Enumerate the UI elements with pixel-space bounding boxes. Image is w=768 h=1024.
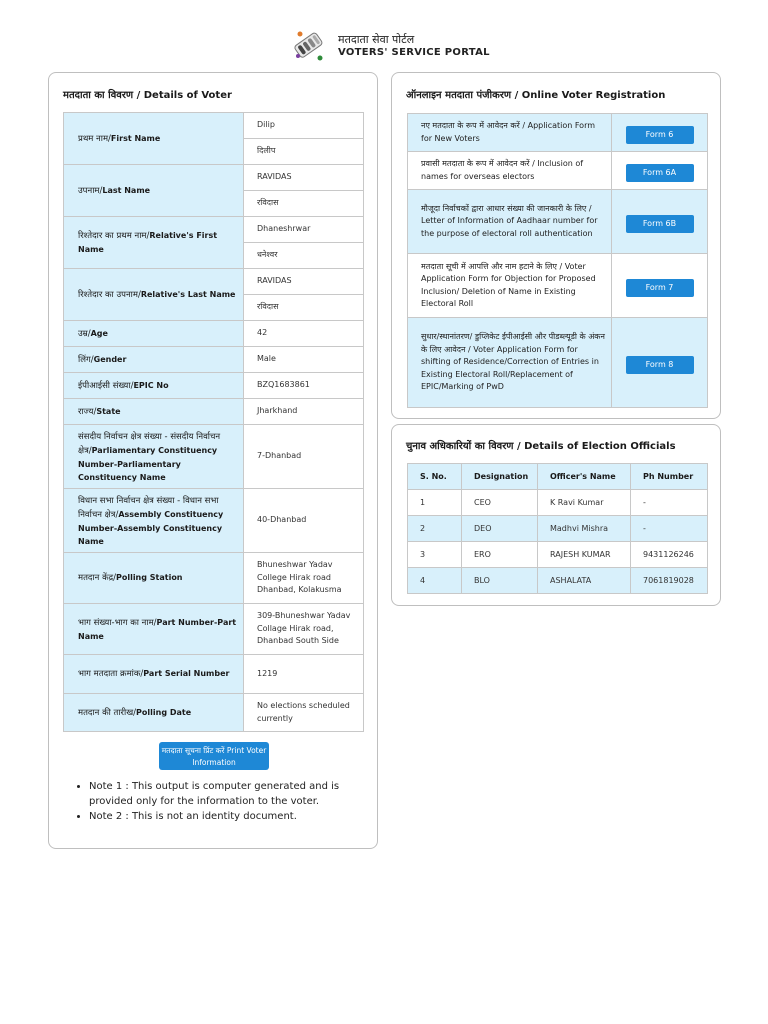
election-officials-title: चुनाव अधिकारियों का विवरण / Details of Election Officials [406,441,676,452]
label-last-name: उपनाम/Last Name [64,165,244,217]
table-row [408,490,708,516]
form-6-button[interactable]: Form 6 [626,126,694,144]
label-relative-last-name: रिश्तेदार का उपनाम/Relative's Last Name [64,269,244,321]
value-relative-first-name: Dhaneshrwar [244,217,364,243]
cell-phone: - [631,490,708,516]
portal-title-english: VOTERS' SERVICE PORTAL [338,46,490,58]
table-row [64,217,364,243]
table-header-row [408,464,708,490]
table-row [64,655,364,694]
label-polling-station: मतदान केंद्र/Polling Station [64,553,244,604]
table-row [408,516,708,542]
form-6b-description: मौजूदा निर्वाचकों द्वारा आधार संख्या की जानकारी के लिए / Letter of Information of Aadhaar number for the purpose of electoral roll authentication [408,190,612,254]
label-relative-first-name: रिश्तेदार का प्रथम नाम/Relative's First Name [64,217,244,269]
table-row [408,542,708,568]
table-row [64,604,364,655]
cell-officer-name: K Ravi Kumar [538,490,631,516]
table-row [408,568,708,594]
form-7-description: मतदाता सूची में आपत्ति और नाम हटाने के लिए / Voter Application Form for Objection for Proposed Inclusion/ Deletion of Name in Existing Electoral Roll [408,254,612,318]
voter-details-card [48,72,378,849]
table-row [64,399,364,425]
label-first-name: प्रथम नाम/First Name [64,113,244,165]
label-part-number: भाग संख्या-भाग का नाम/Part Number-Part Name [64,604,244,655]
form-6b-button[interactable]: Form 6B [626,215,694,233]
table-row [408,254,708,318]
cell-phone: 7061819028 [631,568,708,594]
form-7-button[interactable]: Form 7 [626,279,694,297]
table-row [64,269,364,295]
portal-header [290,28,490,64]
cell-officer-name: RAJESH KUMAR [538,542,631,568]
label-state: राज्य/State [64,399,244,425]
value-part-number: 309-Bhuneshwar Yadav Collage Hirak road, Dhanbad South Side [244,604,364,655]
value-relative-last-name-hindi: रविदास [244,295,364,321]
voter-details-title: मतदाता का विवरण / Details of Voter [63,90,232,101]
table-row [64,347,364,373]
cell-officer-name: ASHALATA [538,568,631,594]
value-relative-first-name-hindi: धनेश्वर [244,243,364,269]
cell-sno: 1 [408,490,462,516]
table-row [64,321,364,347]
table-row [64,165,364,191]
value-first-name-hindi: दिलीप [244,139,364,165]
label-assembly-constituency: विधान सभा निर्वाचन क्षेत्र संख्या - विधान सभा निर्वाचन क्षेत्र/Assembly Constituency Number-Assembly Constituency Name [64,489,244,553]
notes-list [89,779,369,824]
value-polling-station: Bhuneshwar Yadav College Hirak road Dhanbad, Kolakusma [244,553,364,604]
table-row [408,152,708,190]
value-gender: Male [244,347,364,373]
column-header-officer-name: Officer's Name [538,464,631,490]
value-state: Jharkhand [244,399,364,425]
registration-table [407,113,708,408]
voter-details-table [63,112,364,732]
form-6-description: नए मतदाता के रूप में आवेदन करें / Application Form for New Voters [408,114,612,152]
table-row [64,113,364,139]
label-part-serial-number: भाग मतदाता क्रमांक/Part Serial Number [64,655,244,694]
cell-sno: 3 [408,542,462,568]
note-item: • Note 2 : This is not an identity document. [89,809,369,824]
value-polling-date: No elections scheduled currently [244,694,364,732]
table-row [64,425,364,489]
value-part-serial-number: 1219 [244,655,364,694]
form-8-button[interactable]: Form 8 [626,356,694,374]
table-row [64,694,364,732]
voter-ink-finger-logo-icon [290,28,328,64]
cell-designation: CEO [462,490,538,516]
cell-officer-name: Madhvi Mishra [538,516,631,542]
election-officials-card [391,424,721,606]
online-registration-card [391,72,721,419]
online-registration-title: ऑनलाइन मतदाता पंजीकरण / Online Voter Registration [406,90,666,101]
note-item: • Note 1 : This output is computer generated and is provided only for the information to the voter. [89,779,369,809]
officials-table [407,463,708,594]
table-row [64,553,364,604]
form-6a-button[interactable]: Form 6A [626,164,694,182]
table-row [408,318,708,408]
cell-phone: 9431126246 [631,542,708,568]
cell-sno: 4 [408,568,462,594]
table-row [64,489,364,553]
table-row [408,114,708,152]
label-parliamentary-constituency: संसदीय निर्वाचन क्षेत्र संख्या - संसदीय निर्वाचन क्षेत्र/Parliamentary Constituency Number-Parliamentary Constituency Name [64,425,244,489]
column-header-phone: Ph Number [631,464,708,490]
value-age: 42 [244,321,364,347]
table-row [64,373,364,399]
cell-sno: 2 [408,516,462,542]
label-gender: लिंग/Gender [64,347,244,373]
value-epic-no: BZQ1683861 [244,373,364,399]
table-row [408,190,708,254]
value-relative-last-name: RAVIDAS [244,269,364,295]
label-epic-no: ईपीआईसी संख्या/EPIC No [64,373,244,399]
form-6a-description: प्रवासी मतदाता के रूप में आवेदन करें / Inclusion of names for overseas electors [408,152,612,190]
cell-designation: DEO [462,516,538,542]
value-assembly-constituency: 40-Dhanbad [244,489,364,553]
value-first-name: Dilip [244,113,364,139]
cell-designation: BLO [462,568,538,594]
value-last-name-hindi: रविदास [244,191,364,217]
portal-title-hindi: मतदाता सेवा पोर्टल [338,32,415,46]
label-age: उम्र/Age [64,321,244,347]
column-header-designation: Designation [462,464,538,490]
value-parliamentary-constituency: 7-Dhanbad [244,425,364,489]
cell-designation: ERO [462,542,538,568]
column-header-sno: S. No. [408,464,462,490]
cell-phone: - [631,516,708,542]
form-8-description: सुधार/स्थानांतरण/ डुप्लिकेट ईपीआईसी और पीडब्ल्यूडी के अंकन के लिए आवेदन / Voter Application Form for shifting of Residence/Correction of Entries in Existing Electoral Roll/Replacement of EPIC/Marking of PwD [408,318,612,408]
print-voter-information-button[interactable]: मतदाता सूचना प्रिंट करें Print Voter Information [159,742,269,770]
label-polling-date: मतदान की तारीख/Polling Date [64,694,244,732]
value-last-name: RAVIDAS [244,165,364,191]
